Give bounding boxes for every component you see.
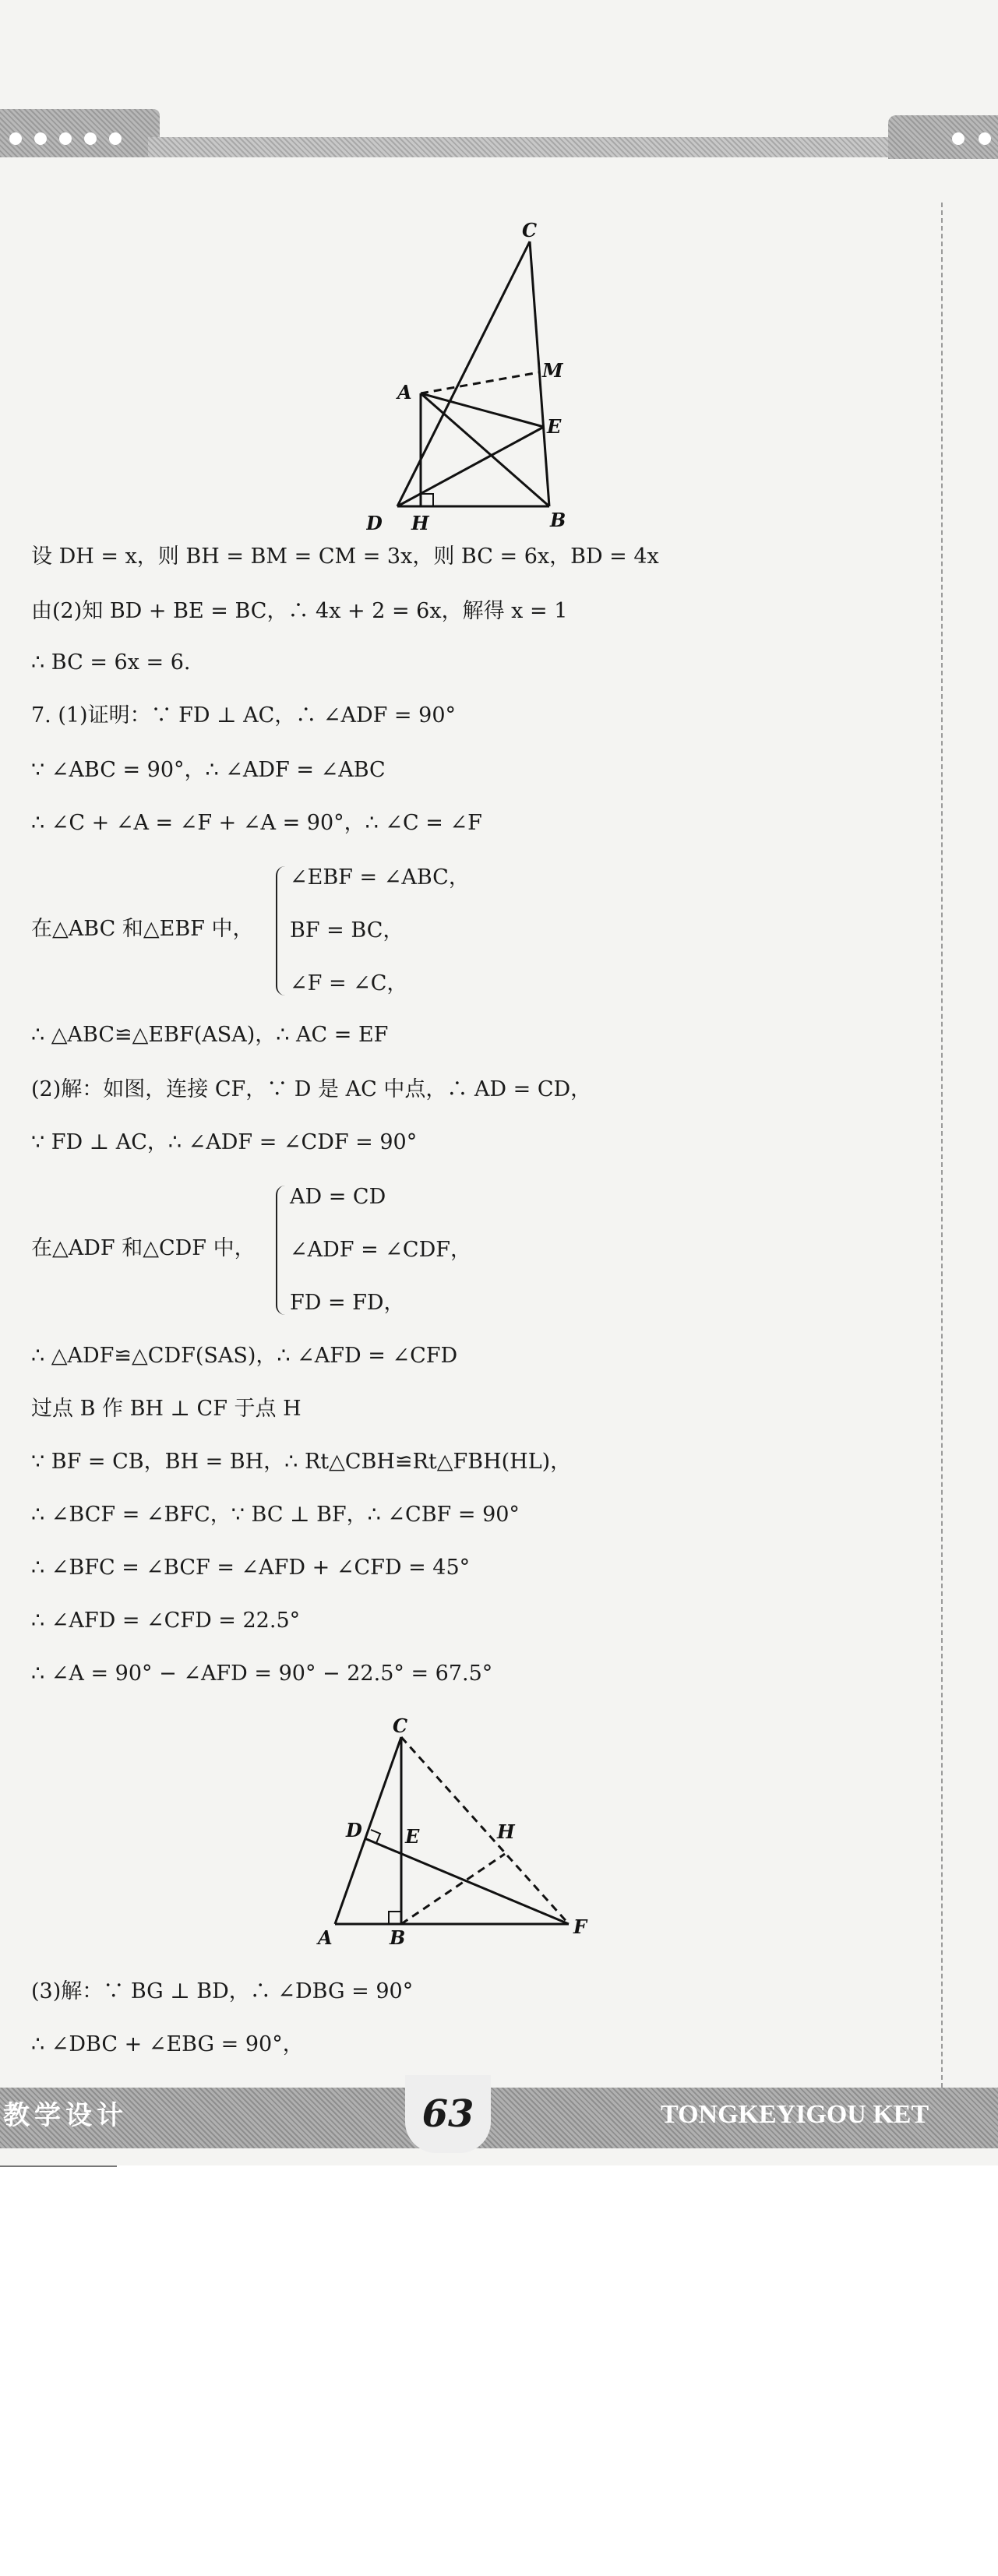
header-dot	[9, 132, 22, 145]
system-line: ∠EBF = ∠ABC，	[290, 865, 470, 890]
header-dot	[952, 132, 964, 145]
header-dot	[979, 132, 991, 145]
geometry-figure-2	[312, 1714, 608, 1963]
bottom-rule	[0, 2165, 117, 2167]
label-B: B	[390, 1926, 406, 1949]
text-line: ∴ △ABC≌△EBF(ASA)，∴ AC = EF	[31, 1023, 389, 1047]
text-line: ∴ ∠A = 90° − ∠AFD = 90° − 22.5° = 67.5°	[31, 1662, 493, 1686]
header-dot	[84, 132, 97, 145]
text-line: ∴ ∠DBC + ∠EBG = 90°，	[31, 2032, 304, 2056]
header-dot	[34, 132, 47, 145]
label-D: D	[346, 1819, 362, 1841]
text-line: ∵ FD ⊥ AC，∴ ∠ADF = ∠CDF = 90°	[31, 1130, 418, 1154]
label-C: C	[522, 219, 538, 241]
text-line: ∴ ∠C + ∠A = ∠F + ∠A = 90°，∴ ∠C = ∠F	[31, 811, 482, 835]
text-line: ∴ ∠AFD = ∠CFD = 22.5°	[31, 1609, 301, 1633]
header-rule	[148, 137, 896, 157]
text-line: ∴ ∠BFC = ∠BCF = ∠AFD + ∠CFD = 45°	[31, 1556, 471, 1580]
system-line: AD = CD	[290, 1185, 386, 1209]
brace	[276, 866, 288, 996]
footer-title: 教学设计	[3, 2100, 128, 2131]
label-M: M	[542, 359, 563, 382]
text-line: (3)解：∵ BG ⊥ BD，∴ ∠DBG = 90°	[31, 1979, 414, 2003]
label-C: C	[393, 1714, 408, 1737]
text-line: ∴ △ADF≌△CDF(SAS)，∴ ∠AFD = ∠CFD	[31, 1344, 458, 1368]
text-line: ∴ BC = 6x = 6.	[31, 650, 191, 675]
label-A: A	[318, 1926, 333, 1949]
label-D: D	[366, 512, 383, 534]
header-dot	[109, 132, 122, 145]
page-number: 63	[405, 2075, 491, 2153]
system-line: ∠ADF = ∠CDF，	[290, 1238, 471, 1262]
text-line: (2)解：如图，连接 CF，∵ D 是 AC 中点，∴ AD = CD，	[31, 1077, 592, 1101]
text-line: ∵ ∠ABC = 90°，∴ ∠ADF = ∠ABC	[31, 758, 386, 782]
footer-series-name: TONGKEYIGOU KET	[661, 2100, 929, 2129]
label-H: H	[497, 1820, 515, 1843]
system-line: ∠F = ∠C，	[290, 971, 408, 996]
text-line: 由(2)知 BD + BE = BC，∴ 4x + 2 = 6x，解得 x = 1	[31, 599, 568, 623]
text-line: 7. (1)证明：∵ FD ⊥ AC，∴ ∠ADF = 90°	[31, 703, 456, 728]
label-H: H	[411, 512, 429, 534]
text-line: ∵ BF = CB，BH = BH，∴ Rt△CBH≌Rt△FBH(HL)，	[31, 1450, 572, 1474]
margin-dashed-line	[941, 203, 946, 2103]
system-lead: 在△ADF 和△CDF 中，	[31, 1236, 256, 1260]
system-lead: 在△ABC 和△EBF 中，	[31, 917, 254, 941]
header-bar-left	[0, 109, 160, 157]
text-line: 过点 B 作 BH ⊥ CF 于点 H	[31, 1397, 302, 1421]
system-line: BF = BC，	[290, 918, 404, 943]
system-line: FD = FD，	[290, 1291, 405, 1315]
header-dot	[59, 132, 72, 145]
label-A: A	[397, 381, 412, 403]
label-E: E	[405, 1825, 420, 1848]
label-F: F	[573, 1915, 587, 1938]
text-line: 设 DH = x，则 BH = BM = CM = 3x，则 BC = 6x，BD = 4x	[31, 544, 659, 569]
label-E: E	[547, 415, 562, 438]
label-B: B	[550, 509, 566, 531]
geometry-figure-1	[366, 218, 584, 545]
text-line: ∴ ∠BCF = ∠BFC，∵ BC ⊥ BF，∴ ∠CBF = 90°	[31, 1503, 520, 1527]
brace	[276, 1186, 288, 1315]
